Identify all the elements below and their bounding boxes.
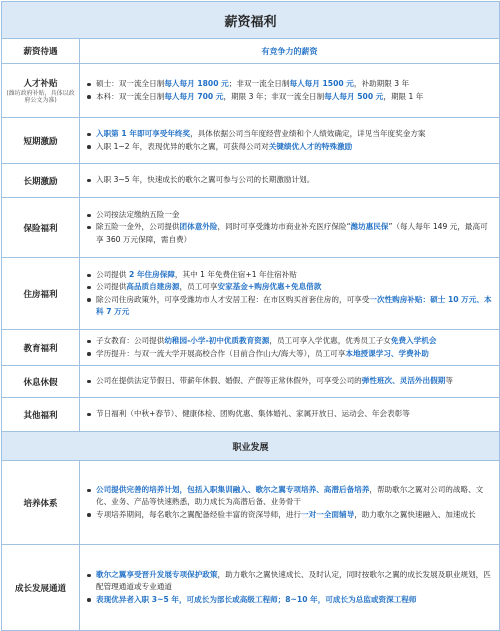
body-text: ，帮助歌尔之翼对公司的战略、文化、业务、产品等快速熟悉，助力成长为高潜后备、业务骨干 (96, 485, 484, 507)
row-label (2, 330, 80, 366)
bullet-list (86, 569, 493, 606)
highlight-text: 高品质自建房源 (126, 282, 180, 292)
highlight-text: 每人每月 1500 元 (289, 79, 354, 89)
row-content (80, 398, 500, 432)
bullet-item (86, 281, 493, 293)
bullet-item (86, 569, 493, 593)
table-row (2, 545, 500, 631)
body-text: 除公司住房政策外，可享受潍坊市人才安居工程：在市区购买首套住房的，可享受 (96, 294, 370, 304)
bullet-list (86, 209, 493, 246)
title-row (2, 2, 500, 39)
row-label-text: 其他福利 (23, 410, 58, 421)
bullet-list (86, 174, 493, 186)
row-label (2, 258, 80, 330)
bullet-item (86, 408, 493, 420)
body-text: 子女教育：公司提供 (96, 336, 165, 346)
highlight-text: 潍坊惠民保 (350, 222, 389, 232)
body-text: 节日福利（中秋+春节）、健康体检、团购优惠、集体婚礼、家属开放日、运动会、年会表彰等 (96, 409, 410, 419)
body-text: ，补助期限 3 年 (353, 79, 410, 89)
bullet-list (86, 335, 493, 359)
row-content (80, 366, 500, 398)
highlight-text: 团体意外险 (179, 222, 218, 232)
bullet-item (86, 91, 493, 103)
highlight-text: 每人每月 1800 元 (164, 79, 229, 89)
highlight-text: 本地授课学习、学费补助 (345, 348, 429, 358)
body-text: ，员工可享入学优惠，优秀员工子女 (269, 336, 391, 346)
row-label-text: 保险福利 (23, 223, 58, 234)
section-title: 职业发展 (2, 432, 500, 461)
highlight-text: 幼稚园-小学-初中优质教育资源 (164, 336, 270, 346)
salary-row (2, 39, 500, 64)
body-text: 学历提升：与双一流大学开展高校合作（目前合作山大/海大等），员工可享 (96, 348, 346, 358)
highlight-text: 公司提供完善的培养计划，包括入职集训融入、歌尔之翼专项培养、高潜后备培养 (96, 485, 370, 495)
row-label (2, 64, 80, 118)
bullet-item (86, 335, 493, 347)
body-text: 本科：双一流全日制 (96, 91, 165, 101)
body-text: 硕士：双一流全日制 (96, 79, 165, 89)
highlight-text: 弹性班次、灵活外出假期 (361, 376, 446, 386)
body-text: 除五险一金外，公司提供 (96, 222, 180, 232)
row-label-text: 成长发展通道 (14, 583, 66, 594)
row-label: 薪资待遇 (2, 39, 80, 64)
body-text: 专项培养期间，每名歌尔之翼配备经验丰富的资深导师，进行 (96, 509, 302, 519)
bullet-item (86, 375, 493, 387)
bullet-item (86, 78, 493, 90)
row-label (2, 164, 80, 198)
body-text: ，具体依据公司当年度经营业绩和个人绩效确定，详见当年度奖金方案 (190, 129, 426, 139)
body-text: ，员工可享 (179, 282, 218, 292)
body-text: ，助力歌尔之翼快速融入、加速成长 (354, 509, 476, 519)
row-content (80, 330, 500, 366)
row-label (2, 198, 80, 258)
bullet-list (86, 408, 493, 420)
section-row (2, 432, 500, 461)
table-row (2, 198, 500, 258)
body-text: 公司在提供法定节假日、带薪年休假、婚假、产假等正常休假外，可享受公司的 (96, 376, 362, 386)
table-row (2, 64, 500, 118)
row-content (80, 164, 500, 198)
highlight-text: 歌尔之翼享受晋升发展专项保护政策 (96, 570, 218, 580)
row-content (80, 118, 500, 164)
body-text: 公司提供 (96, 282, 127, 292)
row-content (80, 461, 500, 545)
body-text: ，助力歌尔之翼快速成长、及时认定，同时按歌尔之翼的成长发展及职业规划，匹配管理通道或专业通道 (96, 570, 491, 592)
body-text: ；非双一流全日制 (228, 79, 290, 89)
bullet-list (86, 78, 493, 102)
table-row (2, 461, 500, 545)
bullet-list (86, 128, 493, 152)
highlight-text: 一对一全面辅导 (301, 509, 355, 519)
bullet-item (86, 509, 493, 521)
table-body (2, 2, 500, 631)
row-label-text: 教育福利 (23, 343, 58, 354)
row-content (80, 198, 500, 258)
row-label (2, 545, 80, 631)
highlight-text: 安家基金+购房优惠+免息借款 (217, 282, 322, 292)
salary-value: 有竞争力的薪资 (80, 39, 500, 64)
body-text: ，其中 1 年免费住宿+1 年住宿补贴 (174, 270, 297, 280)
highlight-text: 每人每月 500 元 (324, 91, 384, 101)
bullet-item (86, 221, 493, 245)
table-row (2, 258, 500, 330)
body-text: 入职 1~2 年，表现优异的歌尔之翼，可获得公司对 (96, 141, 269, 151)
body-text: 等 (445, 376, 453, 386)
table-row (2, 164, 500, 198)
row-label-text: 长期激励 (23, 176, 58, 187)
bullet-item (86, 209, 493, 221)
row-content (80, 545, 500, 631)
row-label (2, 461, 80, 545)
row-label-text: 住房福利 (23, 289, 58, 300)
body-text: ，期限 1 年 (383, 91, 424, 101)
table-row (2, 366, 500, 398)
row-sublabel: (潍坊政府补贴，具体以政府公文为准) (6, 89, 75, 104)
highlight-text: 一次性购房补贴：硕士 10 万元、本科 7 万元 (96, 294, 492, 316)
body-text: 入职 3~5 年，快速成长的歌尔之翼可参与公司的长期激励计划。 (96, 175, 315, 185)
table-row (2, 398, 500, 432)
body-text: 公司按法定缴纳五险一金 (96, 210, 180, 220)
bullet-item (86, 594, 493, 606)
highlight-text: 入职第 1 年即可享受年终奖 (96, 129, 191, 139)
bullet-item (86, 348, 493, 360)
row-label-text: 休息休假 (23, 377, 58, 388)
bullet-item (86, 128, 493, 140)
benefits-table (1, 1, 500, 631)
highlight-text: 免费入学机会 (390, 336, 437, 346)
highlight-text: 每人每月 700 元 (164, 91, 224, 101)
highlight-text: 2 年住房保障 (126, 270, 175, 280)
bullet-list (86, 375, 493, 387)
body-text: ”（每人每年 149 元，最高可享 360 万元保障，需自费） (96, 222, 488, 244)
bullet-list (86, 269, 493, 318)
bullet-item (86, 141, 493, 153)
row-label (2, 366, 80, 398)
bullet-item (86, 269, 493, 281)
highlight-text: 表现优异者入职 3~5 年，可成长为部长或高级工程师；8~10 年，可成长为总监或资深工程师 (96, 594, 417, 604)
bullet-item (86, 294, 493, 318)
row-label (2, 118, 80, 164)
bullet-item (86, 484, 493, 508)
row-content (80, 64, 500, 118)
row-content (80, 258, 500, 330)
bullet-list (86, 484, 493, 521)
body-text: ，期限 3 年；非双一流全日制 (223, 91, 325, 101)
row-label-text: 人才补贴 (23, 78, 58, 89)
bullet-item (86, 174, 493, 186)
row-label-text: 短期激励 (23, 136, 58, 147)
body-text: 公司提供 (96, 270, 127, 280)
body-text: ，同时可享受潍坊市商业补充医疗保险“ (217, 222, 351, 232)
page-title: 薪资福利 (2, 2, 500, 39)
table-row (2, 118, 500, 164)
table-row (2, 330, 500, 366)
row-label (2, 398, 80, 432)
row-label-text: 培养体系 (23, 498, 58, 509)
highlight-text: 关键绩优人才的特殊激励 (268, 141, 353, 151)
